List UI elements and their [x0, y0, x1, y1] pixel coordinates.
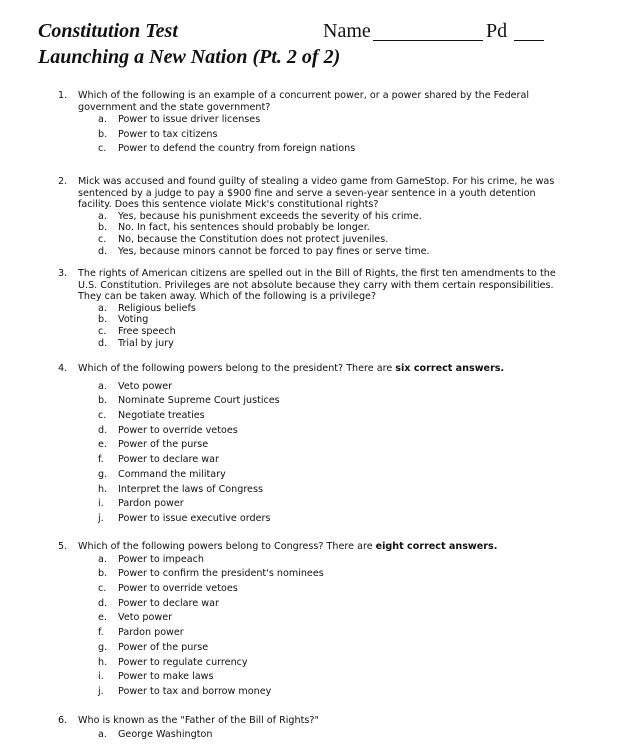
- option-d: d. Power to override vetoes: [98, 424, 238, 436]
- test-header: [38, 20, 598, 68]
- question-number: 2.: [58, 176, 68, 187]
- answer-options: [98, 729, 558, 741]
- question-2: [58, 176, 558, 257]
- question-5: [58, 541, 558, 700]
- name-blank-line: [373, 40, 483, 41]
- option-i: i. Pardon power: [98, 498, 184, 510]
- answer-options: [98, 113, 558, 157]
- answer-options: [98, 553, 558, 700]
- option-b: b. No. In fact, his sentences should probably be longer.: [98, 222, 370, 234]
- option-h: h. Power to regulate currency: [98, 656, 248, 668]
- test-subtitle: Launching a New Nation (Pt. 2 of 2): [38, 46, 341, 68]
- option-a: a. Veto power: [98, 380, 173, 392]
- question-3: [58, 268, 558, 349]
- option-a: a. Power to impeach: [98, 553, 204, 565]
- option-d: d. Trial by jury: [98, 337, 174, 349]
- option-h: h. Interpret the laws of Congress: [98, 483, 263, 495]
- question-text: Which of the following powers belong to Congress? There are eight correct answers.: [78, 541, 498, 552]
- period-blank-line: [514, 40, 544, 41]
- answer-options: [98, 211, 558, 257]
- test-title: Constitution Test: [38, 20, 178, 42]
- question-number: 3.: [58, 268, 68, 279]
- option-f: f. Pardon power: [98, 627, 184, 639]
- option-i: i. Power to make laws: [98, 671, 214, 683]
- option-j: j. Power to issue executive orders: [98, 512, 271, 524]
- question-text: Who is known as the "Father of the Bill of Rights?": [78, 715, 319, 726]
- question-number: 1.: [58, 90, 68, 101]
- option-j: j. Power to tax and borrow money: [98, 685, 272, 697]
- header-row: [38, 20, 598, 46]
- question-number: 4.: [58, 363, 68, 374]
- question-4: [58, 363, 558, 527]
- option-b: b. Voting: [98, 314, 149, 326]
- question-6: [58, 715, 558, 740]
- period-label: Pd: [486, 20, 508, 42]
- option-a: a. Religious beliefs: [98, 302, 196, 314]
- question-text: The rights of American citizens are spelled out in the Bill of Rights, the first ten amendments to the U.S. Constitution. Privileges are not absolute because they carry with them certain responsibilities. They can be taken away. Which of the following is a privilege?: [78, 268, 556, 303]
- option-b: b. Nominate Supreme Court justices: [98, 395, 280, 407]
- option-e: e. Veto power: [98, 612, 173, 624]
- option-g: g. Power of the purse: [98, 641, 209, 653]
- option-b: b. Power to tax citizens: [98, 128, 218, 140]
- option-c: c. Negotiate treaties: [98, 410, 205, 421]
- option-a: a. George Washington: [98, 728, 213, 740]
- question-number: 5.: [58, 541, 68, 552]
- option-c: c. Free speech: [98, 325, 176, 337]
- option-c: c. Power to override vetoes: [98, 583, 238, 594]
- question-text: Mick was accused and found guilty of stealing a video game from GameStop. For his crime, he was sentenced by a judge to pay a $900 fine and serve a seven-year sentence in a youth detention facility. Does this sentence violate Mick's constitutional rights?: [78, 176, 555, 211]
- option-d: d. Yes, because minors cannot be forced to pay fines or serve time.: [98, 245, 430, 257]
- question-1: [58, 90, 558, 157]
- answer-options: [98, 303, 558, 349]
- answer-options: [98, 380, 558, 527]
- option-b: b. Power to confirm the president's nominees: [98, 568, 324, 580]
- option-a: a. Power to issue driver licenses: [98, 114, 261, 126]
- option-c: c. Power to defend the country from foreign nations: [98, 143, 356, 155]
- option-a: a. Yes, because his punishment exceeds the severity of his crime.: [98, 210, 422, 222]
- question-text: Which of the following is an example of a concurrent power, or a power shared by the Federal government and the state government?: [78, 90, 530, 113]
- name-label: Name: [323, 20, 371, 42]
- option-e: e. Power of the purse: [98, 439, 209, 451]
- option-c: c. No, because the Constitution does not protect juveniles.: [98, 233, 389, 245]
- option-d: d. Power to declare war: [98, 597, 219, 609]
- option-g: g. Command the military: [98, 468, 226, 480]
- question-number: 6.: [58, 715, 68, 726]
- question-text: Which of the following powers belong to the president? There are six correct answers.: [78, 363, 505, 374]
- option-f: f. Power to declare war: [98, 454, 219, 466]
